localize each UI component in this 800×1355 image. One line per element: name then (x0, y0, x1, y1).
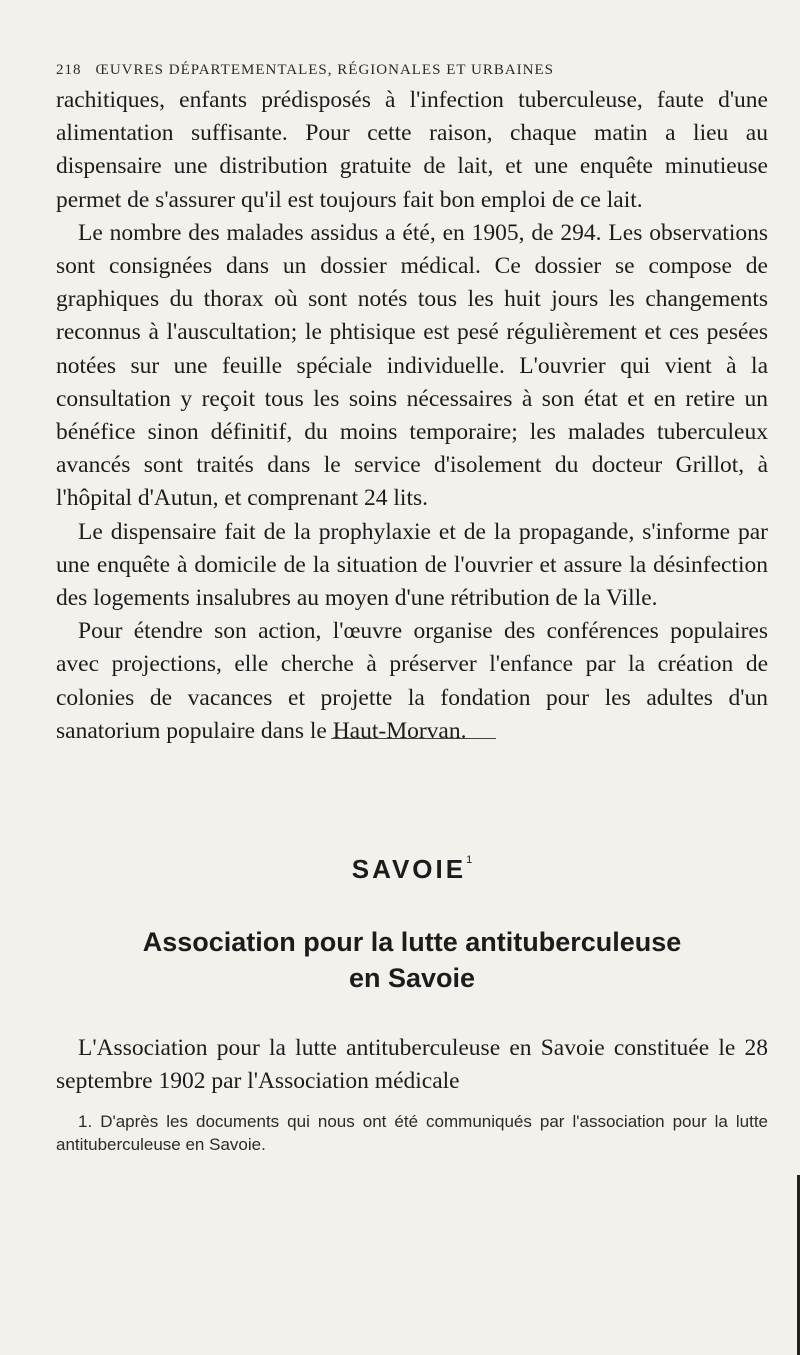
association-text (56, 1032, 768, 1098)
section-divider (331, 738, 496, 739)
footnote-marker: 1 (466, 854, 473, 866)
body-paragraph-3: Le dispensaire fait de la prophylaxie et de la propagande, s'informe par une enquête à domicile de la situation de l'ouvrier et assure la désinfection des logements insalubres au moyen d'une rétribution de la Ville. (56, 518, 768, 612)
footnote-text: 1. D'après les documents qui nous ont été communiqués par l'association pour la lutte antituberculeuse en Savoie. (56, 1112, 768, 1154)
association-paragraph: L'Association pour la lutte antituberculeuse en Savoie constituée le 28 septembre 1902 par l'Association médicale (56, 1035, 768, 1095)
footnote (56, 1110, 768, 1156)
body-paragraph-1: rachitiques, enfants prédisposés à l'infection tuberculeuse, faute d'une alimentation suffisante. Pour cette raison, chaque matin a lieu au dispensaire une distribution gratuite de lait, et une enquête minutieuse permet de s'assurer qu'il est toujours fait bon emploi de ce lait. (56, 87, 768, 213)
association-title-line-2: en Savoie (348, 963, 476, 993)
section-heading (56, 854, 768, 885)
page-number: 218 (56, 62, 82, 78)
document-page (56, 0, 768, 1355)
running-head-title: ŒUVRES DÉPARTEMENTALES, RÉGIONALES ET URBAINES (95, 62, 554, 78)
running-head (56, 62, 768, 79)
body-paragraph-4: Pour étendre son action, l'œuvre organise des conférences populaires avec projections, elle cherche à préserver l'enfance par la création de colonies de vacances et projette la fondation pour les adultes d'un sanatorium populaire dans le Haut-Morvan. (56, 618, 768, 744)
body-paragraph-2: Le nombre des malades assidus a été, en 1905, de 294. Les observations sont consignées dans un dossier médical. Ce dossier se compose de graphiques du thorax où sont notés tous les huit jours les changements reconnus à l'auscultation; le phtisique est pesé régulièrement et ces pesées notées sur une feuille spéciale individuelle. L'ouvrier qui vient à la consultation y reçoit tous les soins nécessaires à son état et en retire un bénéfice sinon définitif, du moins temporaire; les malades tuberculeux avancés sont traités dans le service d'isolement du docteur Grillot, à l'hôpital d'Autun, et comprenant 24 lits. (56, 219, 768, 512)
body-text (56, 84, 768, 748)
section-heading-text: SAVOIE (351, 854, 467, 884)
association-title-line-1: Association pour la lutte antituberculeuse (142, 927, 682, 957)
association-title (56, 924, 768, 996)
